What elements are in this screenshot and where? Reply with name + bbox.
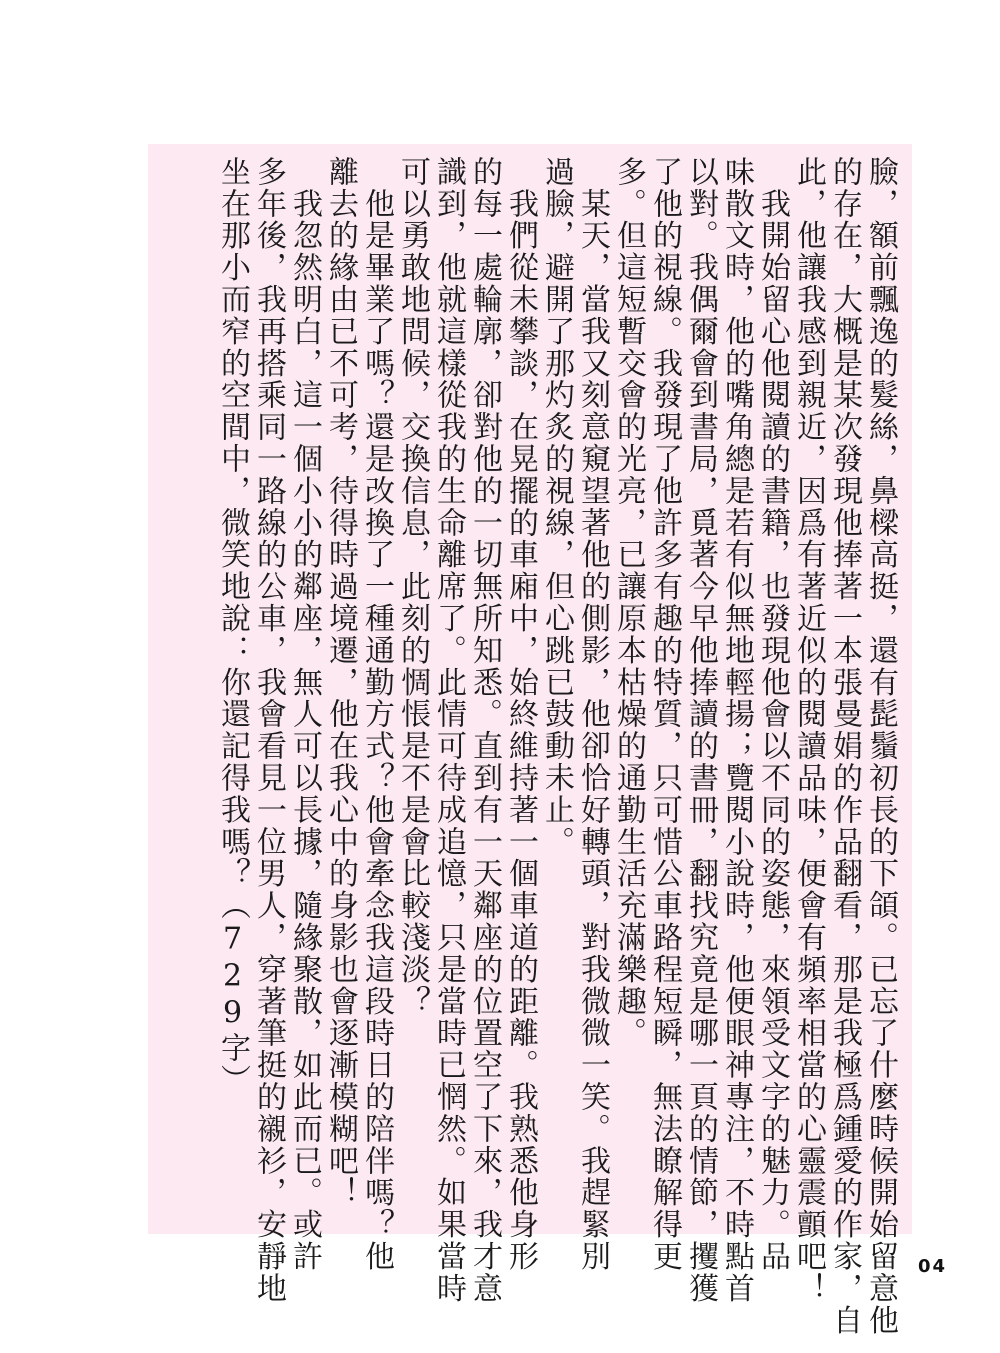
- text-column-3: 此，他讓我感到親近，因爲有著近似的閱讀品味，便會有頻率相當的心靈震顫吧！: [791, 156, 826, 1305]
- text-column-5: 味散文時，他的嘴角總是若有似無地輕揚；覽閱小說時，他便眼神專注，不時點首: [719, 156, 754, 1305]
- text-column-9: 某天，當我又刻意窺望著他的側影，他卻恰好轉頭，對我微微一笑。我趕緊別: [575, 156, 610, 1273]
- vertical-text-columns: [215, 156, 898, 1337]
- text-column-11: 我們從未攀談，在晃擺的車廂中，始終維持著一個車道的距離。我熟悉他身形: [503, 156, 538, 1273]
- text-column-19: 坐在那小而窄的空間中，微笑地說：你還記得我嗎？（729字）: [215, 156, 250, 1097]
- text-column-13: 識到，他就這樣從我的生命離席了。此情可待成追憶，只是當時已惘然。如果當時: [431, 156, 466, 1305]
- text-column-8: 多。但這短暫交會的光亮，已讓原本枯燥的通勤生活充滿樂趣。: [611, 156, 646, 1050]
- text-column-17: 我忽然明白，這一個小小的鄰座，無人可以長據，隨緣聚散，如此而已。或許: [287, 156, 322, 1273]
- text-column-14: 可以勇敢地問候，交換信息，此刻的惆悵是不是會比較淺淡？: [395, 156, 430, 1018]
- text-column-18: 多年後，我再搭乘同一路線的公車，我會看見一位男人，穿著筆挺的襯衫，安靜地: [251, 156, 286, 1305]
- text-column-12: 的每一處輪廓，卻對他的一切無所知悉。直到有一天鄰座的位置空了下來，我才意: [467, 156, 502, 1305]
- text-column-7: 了他的視線。我發現了他許多有趣的特質，只可惜公車路程短瞬，無法瞭解得更: [647, 156, 682, 1273]
- text-column-15: 他是畢業了嗎？還是改換了一種通勤方式？他會牽念我這段時日的陪伴嗎？他: [359, 156, 394, 1273]
- text-column-4: 我開始留心他閱讀的書籍，也發現他會以不同的姿態，來領受文字的魅力。品: [755, 156, 790, 1273]
- page-number: 04: [918, 1256, 948, 1277]
- text-column-1: 臉，額前飄逸的髮絲，鼻樑高挺，還有髭鬚初長的下頜。已忘了什麼時候開始留意他: [863, 156, 898, 1337]
- text-column-6: 以對。我偶爾會到書局，覓著今早他捧讀的書冊，翻找究竟是哪一頁的情節，攫獲: [683, 156, 718, 1305]
- text-column-16: 離去的緣由已不可考，待得時過境遷，他在我心中的身影也會逐漸模糊吧！: [323, 156, 358, 1209]
- article-text-box: [148, 144, 912, 1337]
- text-column-2: 的存在，大概是某次發現他捧著一本張曼娟的作品翻看，那是我極爲鍾愛的作家，自: [827, 156, 862, 1337]
- text-column-10: 過臉，避開了那灼炙的視線，但心跳已鼓動未止。: [539, 156, 574, 858]
